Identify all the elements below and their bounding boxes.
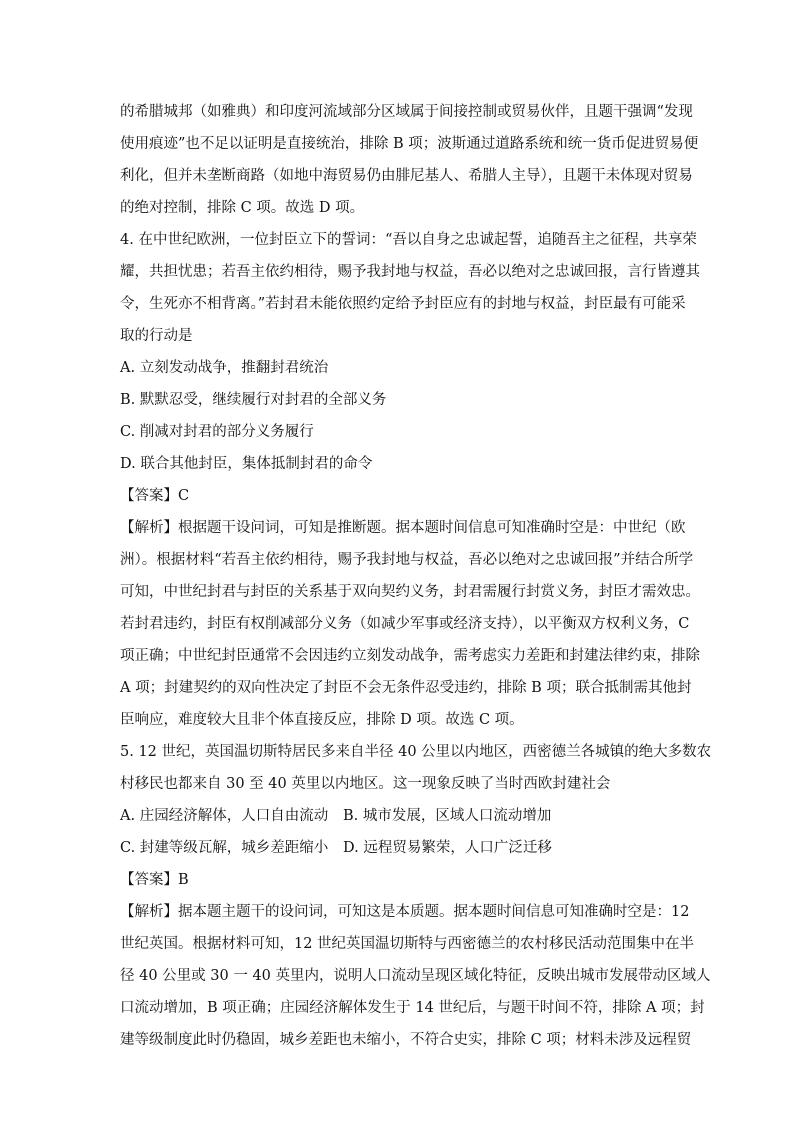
option-b: B. 城市发展，区域人口流动增加 [343,808,552,824]
question-5-line: 5. 12 世纪，英国温切斯特居民多来自半径 40 公里以内地区，西密德兰各城镇的绝大多数农 [120,744,712,760]
answer-label: 【答案】B [120,872,189,888]
analysis-line: A 项；封建契约的双向性决定了封臣不会无条件忍受违约，排除 B 项；联合抵制需其他封 [120,680,692,696]
analysis-line: 臣响应，难度较大且非个体直接反应，排除 D 项。故选 C 项。 [120,712,524,728]
analysis-line: 洲）。根据材料“若吾主依约相待，赐予我封地与权益，吾必以绝对之忠诚回报”并结合所学 [120,552,694,568]
text-line: 使用痕迹”也不足以证明是直接统治，排除 B 项；波斯通过道路系统和统一货币促进贸易便 [120,136,699,152]
analysis-line: 【解析】据本题主题干的设问词，可知这是本质题。据本题时间信息可知准确时空是：12 [120,904,690,920]
option-a: A. 立刻发动战争，推翻封君统治 [120,360,329,376]
option-d: D. 联合其他封臣，集体抵制封君的命令 [120,456,373,472]
text-line: 利化，但并未垄断商路（如地中海贸易仍由腓尼基人、希腊人主导），且题干未体现对贸易 [120,168,693,184]
analysis-line: 项正确；中世纪封臣通常不会因违约立刻发动战争，需考虑实力差距和封建法律约束，排除 [120,648,700,664]
question-4-line: 取的行动是 [120,328,193,344]
analysis-line: 径 40 公里或 30 一 40 英里内，说明人口流动呈现区域化特征，反映出城市发展带动区域人 [120,968,711,984]
option-d: D. 远程贸易繁荣，人口广泛迁移 [343,840,552,856]
text-line: 的希腊城邦（如雅典）和印度河流域部分区域属于间接控制或贸易伙伴，且题干强调“发现 [120,104,693,120]
option-a: A. 庄园经济解体，人口自由流动 [120,808,329,824]
option-b: B. 默默忍受，继续履行对封君的全部义务 [120,392,387,408]
analysis-line: 口流动增加，B 项正确；庄园经济解体发生于 14 世纪后，与题干时间不符，排除 A 项；封 [120,1000,705,1016]
option-c: C. 封建等级瓦解，城乡差距缩小 [120,840,329,856]
analysis-line: 可知，中世纪封君与封臣的关系基于双向契约义务，封君需履行封赏义务，封臣才需效忠。 [120,584,700,600]
analysis-line: 建等级制度此时仍稳固，城乡差距也未缩小，不符合史实，排除 C 项；材料未涉及远程贸 [120,1032,692,1048]
question-5-line: 村移民也都来自 30 至 40 英里以内地区。这一现象反映了当时西欧封建社会 [120,776,611,792]
text-line: 的绝对控制，排除 C 项。故选 D 项。 [120,200,365,216]
question-4-line: 耀，共担忧患；若吾主依约相待，赐予我封地与权益，吾必以绝对之忠诚回报，言行皆遵其 [120,264,700,280]
analysis-line: 【解析】根据题干设问词，可知是推断题。据本题时间信息可知准确时空是：中世纪（欧 [120,520,686,536]
option-c: C. 削减对封君的部分义务履行 [120,424,314,440]
question-4-line: 4. 在中世纪欧洲，一位封臣立下的誓词：“吾以自身之忠诚起誓，追随吾主之征程，共享荣 [120,232,697,248]
analysis-line: 若封君违约，封臣有权削减部分义务（如减少军事或经济支持），以平衡双方权利义务，C [120,616,690,632]
analysis-line: 世纪英国。根据材料可知，12 世纪英国温切斯特与西密德兰的农村移民活动范围集中在半 [120,936,695,952]
question-4-line: 令，生死亦不相背离。”若封君未能依照约定给予封臣应有的封地与权益，封臣最有可能采 [120,296,686,312]
answer-label: 【答案】C [120,488,190,504]
